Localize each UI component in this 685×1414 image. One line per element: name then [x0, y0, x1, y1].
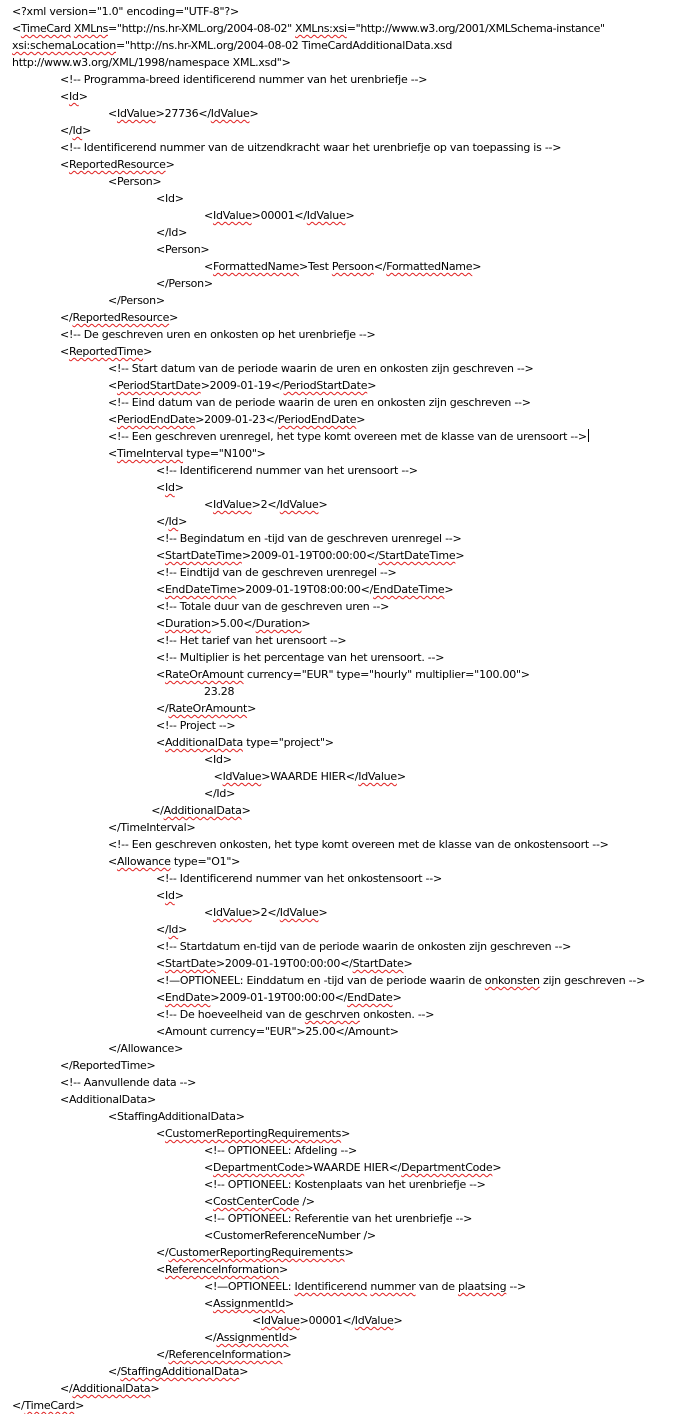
xml-line [12, 938, 682, 955]
xml-text: < [60, 90, 69, 103]
xml-line [12, 1346, 682, 1363]
xml-text: >2</ [251, 498, 280, 511]
spellcheck-flagged-word: PeriodEndDate [278, 413, 357, 426]
xml-line [12, 1295, 682, 1312]
xml-text: >2009-01-19T08:00:00</ [236, 583, 374, 596]
xml-line [12, 768, 682, 785]
spellcheck-flagged-word: Persoon [331, 260, 374, 273]
xml-text: < [204, 1161, 213, 1174]
xml-text: > [78, 90, 88, 103]
xml-text: > [75, 1399, 85, 1412]
xml-text: </ [373, 260, 387, 273]
spellcheck-flagged-word: Id [68, 90, 79, 103]
xml-text: >WAARDE HIER</ [304, 1161, 402, 1174]
xml-text: < [156, 668, 165, 681]
xml-text: currency="EUR" type="hourly" multiplier="100.00"> [243, 668, 530, 681]
xml-text: zijn geschreven --> [539, 974, 646, 987]
xml-line [12, 734, 682, 751]
spellcheck-flagged-word: AdditionalData [164, 736, 243, 749]
spellcheck-flagged-word: TimeCard [24, 1399, 76, 1412]
xml-line [12, 1006, 682, 1023]
xml-text: <!-- Eindtijd van de geschreven urenregel --> [156, 566, 397, 579]
xml-text: < [204, 209, 213, 222]
xml-line [12, 955, 682, 972]
xml-line [12, 1091, 682, 1108]
xml-line [12, 547, 682, 564]
xml-line [12, 88, 682, 105]
xml-line [12, 989, 682, 1006]
xml-text: </Id> [156, 226, 188, 239]
xml-text: </ReportedTime> [60, 1059, 156, 1072]
xml-line [12, 1363, 682, 1380]
spellcheck-flagged-word: Id [72, 124, 83, 137]
xml-text: </ [156, 702, 169, 715]
xml-line [12, 54, 682, 71]
xml-text: > [143, 345, 153, 358]
xml-text: > [249, 107, 259, 120]
xml-text: <Amount currency="EUR">25.00</Amount> [156, 1025, 399, 1038]
spellcheck-flagged-word: Allowance [116, 855, 171, 868]
xml-line [12, 292, 682, 309]
xml-line [12, 870, 682, 887]
xml-text: >2009-01-19T00:00:00</ [210, 991, 348, 1004]
xml-text: < [108, 107, 117, 120]
xml-text: >2</ [251, 906, 280, 919]
xml-line [12, 207, 682, 224]
spellcheck-flagged-word: PeriodStartDate [283, 379, 368, 392]
xml-text: > [367, 379, 377, 392]
xml-line [12, 173, 682, 190]
spellcheck-flagged-word: AssignmentId [216, 1331, 289, 1344]
spellcheck-flagged-word: CustomerReportingRequirements [164, 1127, 342, 1140]
xml-text: <Person> [108, 175, 162, 188]
xml-text: type="O1"> [170, 855, 241, 868]
spellcheck-flagged-word: ReferenceInformation [168, 1348, 283, 1361]
xml-text: >2009-01-19</ [200, 379, 284, 392]
spellcheck-flagged-word: AssignmentId [212, 1297, 285, 1310]
xml-text: < [108, 413, 117, 426]
xml-text: > [392, 991, 402, 1004]
xml-line [12, 479, 682, 496]
xml-text: < [156, 481, 165, 494]
xml-text: <!-- Project --> [156, 719, 236, 732]
xml-text: <?xml version="1.0" encoding="UTF-8"?> [12, 5, 239, 18]
xml-text: > [455, 549, 465, 562]
xml-text: </ [108, 1365, 121, 1378]
xml-text: > [82, 124, 92, 137]
spellcheck-flagged-word: EndDateTime [373, 583, 445, 596]
xml-line [12, 326, 682, 343]
xml-text: > [356, 413, 366, 426]
xml-text: < [156, 583, 165, 596]
xml-text: ="http://ns.hr-XML.org/2004-08-02 TimeCardAdditionalData.xsd [116, 39, 453, 52]
xml-text: </ [156, 923, 169, 936]
xml-text: > [393, 1314, 403, 1327]
spellcheck-flagged-word: XMLns:xsi [295, 22, 347, 35]
xml-text: --> [506, 1280, 526, 1293]
xml-text: </ [151, 804, 164, 817]
xml-line [12, 1057, 682, 1074]
spellcheck-flagged-word: ReportedTime [68, 345, 144, 358]
xml-text: < [204, 498, 213, 511]
xml-text: </ [60, 124, 73, 137]
xml-text: </ [156, 515, 169, 528]
xml-text: > [279, 1263, 289, 1276]
spellcheck-flagged-word: CustomerReportingRequirements [168, 1246, 345, 1259]
xml-line [12, 1125, 682, 1142]
spellcheck-flagged-word: PeriodEndDate [116, 413, 196, 426]
xml-text: < [204, 1297, 213, 1310]
spellcheck-flagged-word: Id [168, 923, 179, 936]
xml-text: </Allowance> [108, 1042, 184, 1055]
xml-text: > [174, 889, 184, 902]
xml-text: > [492, 1161, 502, 1174]
spellcheck-flagged-word: AdditionalData [72, 1382, 151, 1395]
xml-line [12, 156, 682, 173]
xml-text: ="http://ns.hr-XML.org/2004-08-02" [108, 22, 296, 35]
spellcheck-flagged-word: ReportedResource [72, 311, 170, 324]
xml-line [12, 1329, 682, 1346]
spellcheck-flagged-word: plaatsing [457, 1280, 507, 1293]
spellcheck-flagged-word: StaffingAdditionalData [120, 1365, 240, 1378]
xml-line [12, 785, 682, 802]
spellcheck-flagged-word: TimeInterval [116, 447, 184, 460]
xml-text: type="project"> [242, 736, 334, 749]
xml-line [12, 1040, 682, 1057]
xml-text: < [204, 260, 213, 273]
xml-line [12, 564, 682, 581]
spellcheck-flagged-word: ReportedResource [68, 158, 166, 171]
xml-text: < [108, 379, 117, 392]
xml-text: <!-- Aanvullende data --> [60, 1076, 197, 1089]
xml-text: < [108, 447, 117, 460]
xml-text: onkosten. --> [359, 1008, 435, 1021]
xml-text: <Person> [156, 243, 210, 256]
spellcheck-flagged-word: DepartmentCode [212, 1161, 305, 1174]
xml-text: <!-- Het tarief van het urensoort --> [156, 634, 347, 647]
xml-text: > [178, 515, 188, 528]
spellcheck-flagged-word: ReferenceInformation [164, 1263, 280, 1276]
spellcheck-flagged-word: IdValue [279, 498, 319, 511]
xml-text: < [12, 22, 21, 35]
xml-text: </ [156, 1246, 169, 1259]
xml-line [12, 904, 682, 921]
xml-text: < [156, 1263, 165, 1276]
xml-line [12, 751, 682, 768]
xml-text: /> [299, 1195, 315, 1208]
spellcheck-flagged-word: AdditionalData [163, 804, 242, 817]
xml-text: </ [60, 1382, 73, 1395]
spellcheck-flagged-word: IdValue [212, 498, 252, 511]
spellcheck-flagged-word: IdValue [212, 906, 252, 919]
xml-text: > [241, 804, 251, 817]
spellcheck-flagged-word: Id [168, 515, 179, 528]
xml-text: <!-- Programma-breed identificerend nummer van het urenbriefje --> [60, 73, 428, 86]
xml-text: </TimeInterval> [108, 821, 196, 834]
xml-text: <Id> [156, 192, 184, 205]
xml-text: <!-- Identificerend nummer van de uitzendkracht waar het urenbriefje op van toepassing is --> [60, 141, 562, 154]
xml-text: <!-- OPTIONEEL: Kostenplaats van het urenbriefje --> [204, 1178, 486, 1191]
xml-line [12, 853, 682, 870]
xml-line [12, 513, 682, 530]
xml-line [12, 530, 682, 547]
spellcheck-flagged-word: TimeCard [20, 22, 71, 35]
xml-line [12, 71, 682, 88]
xml-line [12, 802, 682, 819]
xml-text: <!-- OPTIONEEL: Referentie van het urenbriefje --> [204, 1212, 473, 1225]
xml-line [12, 1380, 682, 1397]
xml-line [12, 105, 682, 122]
xml-text: </Person> [156, 277, 213, 290]
xml-text: < [156, 889, 165, 902]
spellcheck-flagged-word: IdValue [358, 770, 397, 783]
xml-text: > [345, 209, 355, 222]
xml-text: < [252, 1314, 261, 1327]
spellcheck-flagged-word: StartDate [164, 957, 216, 970]
xml-text: < [60, 158, 69, 171]
xml-text: <Id> [204, 753, 232, 766]
xml-text: >5.00</ [210, 617, 256, 630]
xml-text: > [301, 617, 311, 630]
xml-text: > [444, 583, 454, 596]
spellcheck-flagged-word: IdValue [354, 1314, 394, 1327]
xml-line [12, 1278, 682, 1295]
xml-text: <!-- Totale duur van de geschreven uren --> [156, 600, 390, 613]
xml-text: <!—OPTIONEEL: [204, 1280, 295, 1293]
spellcheck-flagged-word: IdValue [306, 209, 346, 222]
spellcheck-flagged-word: IdValue [279, 906, 319, 919]
spellcheck-flagged-word: DepartmentCode [401, 1161, 493, 1174]
spellcheck-flagged-word: PeriodStartDate [116, 379, 201, 392]
xml-document[interactable] [12, 3, 682, 1414]
xml-line [12, 819, 682, 836]
xml-line [12, 1244, 682, 1261]
xml-text: > [178, 923, 188, 936]
xml-line [12, 1210, 682, 1227]
spellcheck-flagged-word: StartDateTime [378, 549, 456, 562]
xml-line [12, 887, 682, 904]
spellcheck-flagged-word: Id [164, 889, 175, 902]
spellcheck-flagged-word: onkonsten [484, 974, 540, 987]
xml-text: > [288, 1331, 298, 1344]
xml-text: < [156, 617, 165, 630]
xml-text: > [282, 1348, 292, 1361]
xml-line [12, 394, 682, 411]
xml-text: < [156, 736, 165, 749]
xml-text: <!-- Eind datum van de periode waarin de uren en onkosten zijn geschreven --> [108, 396, 531, 409]
xml-line [12, 836, 682, 853]
xml-line [12, 581, 682, 598]
xml-line [12, 190, 682, 207]
xml-line [12, 921, 682, 938]
xml-text: > [247, 702, 257, 715]
xml-text: < [156, 549, 165, 562]
xml-text: </ [12, 1399, 25, 1412]
xml-text: > [165, 158, 175, 171]
xml-text: >27736</ [155, 107, 211, 120]
xml-text: < [204, 1195, 213, 1208]
xml-text: <CustomerReferenceNumber /> [204, 1229, 376, 1242]
xml-text: > [318, 498, 328, 511]
spellcheck-flagged-word: EndDate [164, 991, 211, 1004]
xml-line [12, 1312, 682, 1329]
xml-line [12, 343, 682, 360]
spellcheck-flagged-word: Identificerend [294, 1280, 368, 1293]
spellcheck-flagged-word: nummer [370, 1280, 416, 1293]
xml-line [12, 139, 682, 156]
xml-text: >00001</ [299, 1314, 355, 1327]
spellcheck-flagged-word: CostCenterCode [212, 1195, 300, 1208]
xml-text: < [108, 855, 117, 868]
xml-text: </ [60, 311, 73, 324]
xml-text: > [150, 1382, 160, 1395]
xml-line [12, 598, 682, 615]
xml-text: < [156, 991, 165, 1004]
spellcheck-flagged-word: IdValue [222, 770, 262, 783]
xml-text: <!-- Begindatum en -tijd van de geschreven urenregel --> [156, 532, 462, 545]
xml-line [12, 275, 682, 292]
xml-line [12, 972, 682, 989]
xml-text: > [472, 260, 482, 273]
xml-text: <!-- Een geschreven urenregel, het type komt overeen met de klasse van de urensoort --> [108, 430, 587, 443]
xml-text: >2009-01-19T00:00:00</ [215, 957, 353, 970]
xml-line [12, 496, 682, 513]
xml-line [12, 1227, 682, 1244]
xml-text: < [156, 1127, 165, 1140]
xml-line [12, 1023, 682, 1040]
xml-text: <!-- Identificerend nummer van het urensoort --> [156, 464, 418, 477]
xml-text: < [156, 957, 165, 970]
spellcheck-flagged-word: IdValue [260, 1314, 300, 1327]
xml-text: > [396, 770, 406, 783]
xml-line [12, 122, 682, 139]
xml-line [12, 717, 682, 734]
xml-text: van de [415, 1280, 458, 1293]
xml-line [12, 445, 682, 462]
xml-line [12, 1193, 682, 1210]
xml-line [12, 1159, 682, 1176]
xml-text: >2009-01-23</ [195, 413, 279, 426]
xml-text: >Test [299, 260, 332, 273]
xml-text: <AdditionalData> [60, 1093, 156, 1106]
xml-line [12, 632, 682, 649]
spellcheck-flagged-word: XMLns [73, 22, 108, 35]
xml-text: < [60, 345, 69, 358]
xml-line [12, 224, 682, 241]
xml-text: </ [156, 1348, 169, 1361]
xml-text: </ [204, 1331, 217, 1344]
spellcheck-flagged-word: Duration [164, 617, 211, 630]
xml-line [12, 411, 682, 428]
xml-line [12, 1108, 682, 1125]
xml-text: > [403, 957, 413, 970]
xml-line [12, 377, 682, 394]
spellcheck-flagged-word: RateOrAmount [168, 702, 248, 715]
xml-text: <!-- Startdatum en-tijd van de periode waarin de onkosten zijn geschreven --> [156, 940, 572, 953]
xml-text: </Person> [108, 294, 165, 307]
xml-line [12, 666, 682, 683]
xml-text: < [204, 906, 213, 919]
xml-text: <!-- De hoeveelheid van de [156, 1008, 305, 1021]
xml-text: type="N100"> [183, 447, 266, 460]
xml-line [12, 615, 682, 632]
xml-line [12, 241, 682, 258]
xml-line [12, 1142, 682, 1159]
xml-line [12, 37, 682, 54]
spellcheck-flagged-word: IdValue [116, 107, 156, 120]
xml-line [12, 1261, 682, 1278]
xml-text: > [344, 1246, 354, 1259]
xml-text: <!-- De geschreven uren en onkosten op het urenbriefje --> [60, 328, 376, 341]
xml-text: > [239, 1365, 249, 1378]
spellcheck-flagged-word: EndDateTime [164, 583, 237, 596]
xml-line [12, 3, 682, 20]
xml-text: <!-- Een geschreven onkosten, het type komt overeen met de klasse van de onkostensoort --> [108, 838, 609, 851]
spellcheck-flagged-word: Id [164, 481, 175, 494]
xml-text: >00001</ [251, 209, 307, 222]
xml-text: >2009-01-19T00:00:00</ [241, 549, 379, 562]
xml-line [12, 1074, 682, 1091]
xml-text: > [169, 311, 179, 324]
spellcheck-flagged-word: xsi:schemaLocation [12, 39, 117, 52]
xml-line [12, 428, 682, 445]
spellcheck-flagged-word: FormattedName [212, 260, 299, 273]
xml-text: http://www.w3.org/XML/1998/namespace XML.xsd"> [12, 56, 291, 69]
spellcheck-flagged-word: geschrven [304, 1008, 360, 1021]
xml-line [12, 1397, 682, 1414]
spellcheck-flagged-word: IdValue [212, 209, 252, 222]
xml-text: <!—OPTIONEEL: Einddatum en -tijd van de periode waarin de [156, 974, 485, 987]
xml-line [12, 700, 682, 717]
xml-text: <StaffingAdditionalData> [108, 1110, 245, 1123]
spellcheck-flagged-word: StartDateTime [164, 549, 242, 562]
spellcheck-flagged-word: StartDate [352, 957, 404, 970]
xml-line [12, 20, 682, 37]
xml-line [12, 683, 682, 700]
xml-text: < [213, 770, 223, 783]
xml-line [12, 309, 682, 326]
xml-text: </Id> [204, 787, 236, 800]
xml-text: <!-- Identificerend nummer van het onkostensoort --> [156, 872, 442, 885]
xml-text: <!-- OPTIONEEL: Afdeling --> [204, 1144, 357, 1157]
xml-text: > [341, 1127, 351, 1140]
xml-text: ="http://www.w3.org/2001/XMLSchema-instance" [346, 22, 605, 35]
spellcheck-flagged-word: EndDate [347, 991, 393, 1004]
xml-text: > [174, 481, 184, 494]
spellcheck-flagged-word: FormattedName [386, 260, 473, 273]
xml-line [12, 649, 682, 666]
xml-line [12, 360, 682, 377]
xml-line [12, 462, 682, 479]
xml-line [12, 1176, 682, 1193]
xml-text: > [284, 1297, 294, 1310]
xml-line [12, 258, 682, 275]
xml-text: <!-- Multiplier is het percentage van het urensoort. --> [156, 651, 445, 664]
xml-text: >WAARDE HIER</ [261, 770, 359, 783]
xml-text: > [318, 906, 328, 919]
spellcheck-flagged-word: IdValue [210, 107, 250, 120]
xml-text: 23.28 [204, 685, 235, 698]
text-cursor [588, 429, 589, 442]
spellcheck-flagged-word: Duration [255, 617, 302, 630]
xml-text: <!-- Start datum van de periode waarin de uren en onkosten zijn geschreven --> [108, 362, 534, 375]
spellcheck-flagged-word: RateOrAmount [164, 668, 244, 681]
